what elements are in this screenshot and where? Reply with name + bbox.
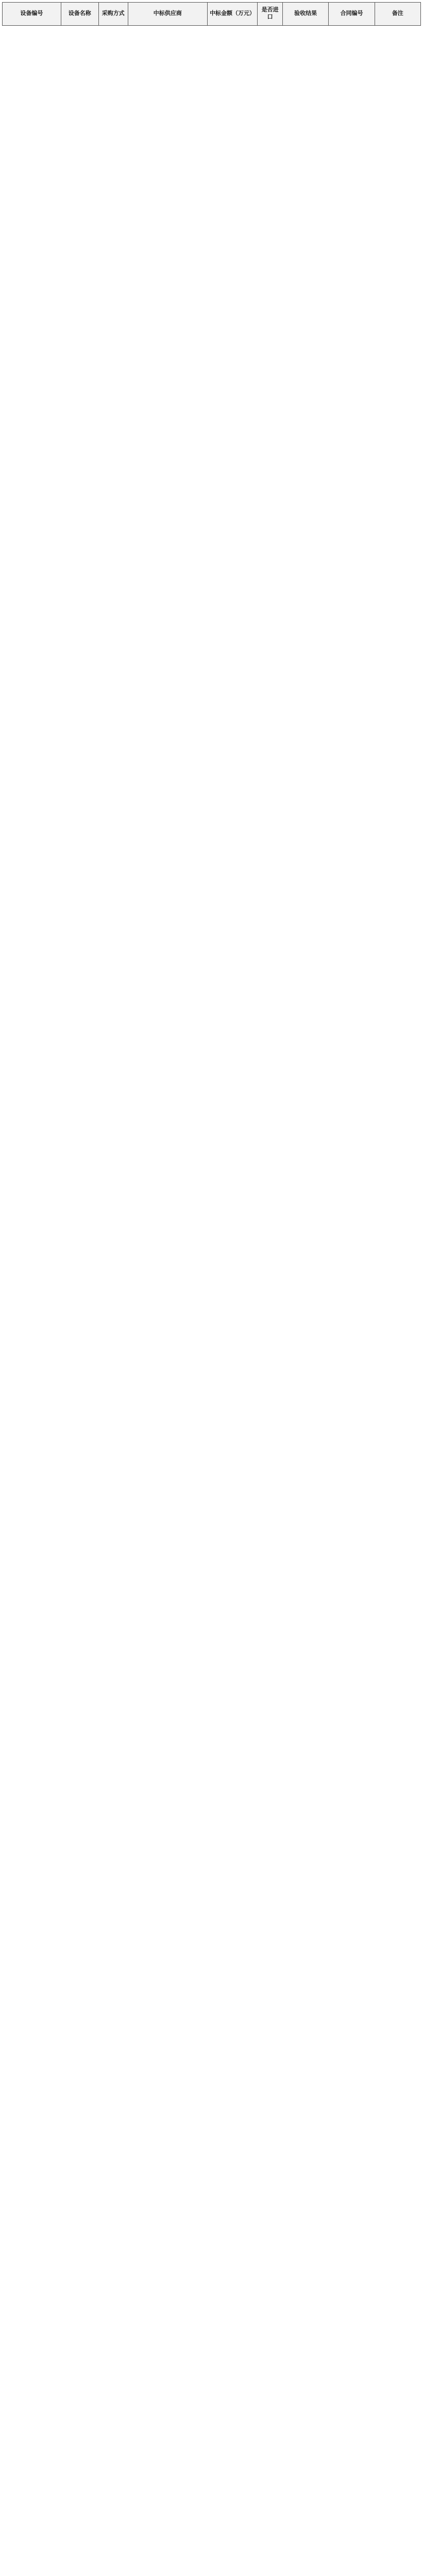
column-header: 是否进口 bbox=[258, 3, 283, 26]
column-header: 设备名称 bbox=[61, 3, 98, 26]
column-header: 验收结果 bbox=[283, 3, 329, 26]
column-header: 设备编号 bbox=[3, 3, 61, 26]
column-header: 中标金额（万元） bbox=[207, 3, 257, 26]
column-header: 中标供应商 bbox=[128, 3, 207, 26]
column-header: 合同编号 bbox=[329, 3, 375, 26]
table-header-row bbox=[3, 3, 421, 26]
column-header: 备注 bbox=[375, 3, 420, 26]
column-header: 采购方式 bbox=[98, 3, 128, 26]
procurement-table bbox=[2, 2, 421, 26]
